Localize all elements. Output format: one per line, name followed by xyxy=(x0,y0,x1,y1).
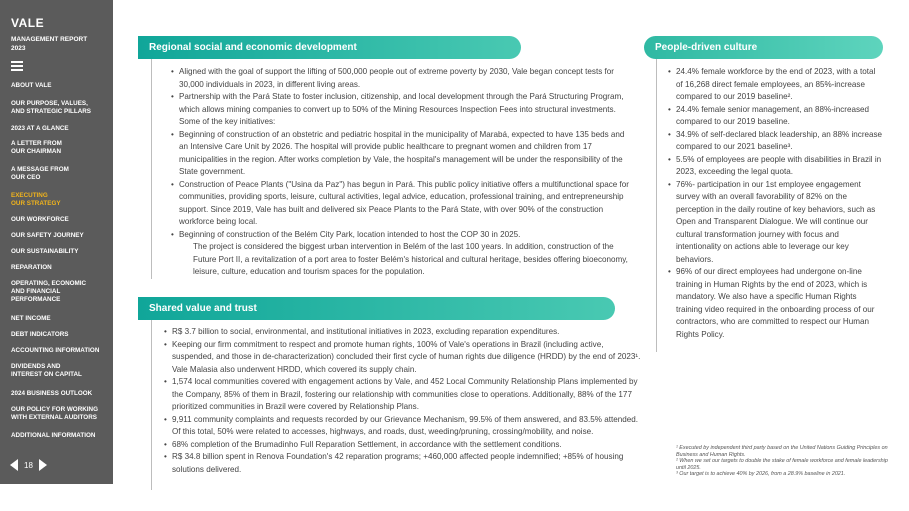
footnote-2: ² When we set our targets to double the stake of female workforce and female leadership until 2025. xyxy=(676,458,888,471)
divider-regional xyxy=(151,59,152,279)
nav-2023-glance[interactable]: 2023 AT A GLANCE xyxy=(11,125,69,132)
shared-bullet-3: • 1,574 local communities covered with engagement actions by Vale, and 452 Local Community Relationship Plans implemented by the Company, 85% of them in Brazil, fostering our relationship with communities close to operations. Additionally, 88% of the 177 prioritized communities in Brazil were covered by Relationship Plans. xyxy=(164,376,642,414)
nav-auditors-policy[interactable]: OUR POLICY FOR WORKING WITH EXTERNAL AUDITORS xyxy=(11,406,98,421)
people-bullet-2: • 24.4% female senior management, an 88%-increased compared to our 2019 baseline. xyxy=(668,104,883,129)
shared-bullet-4: • 9,911 community complaints and requests recorded by our Grievance Mechanism, 99.5% of them answered, and 83.5% attended. Of this total, 50% were related to accesses, highways, and roads, dust, weeding/pruning, crossing/mobility, and noise. xyxy=(164,414,642,439)
report-title xyxy=(11,35,87,53)
hamburger-icon[interactable] xyxy=(11,61,23,71)
shared-bullet-6: • R$ 34.8 billion spent in Renova Foundation's 42 reparation programs; +460,000 affected people indemnified; +85% of housing solutions delivered. xyxy=(164,451,642,476)
nav-letter-chairman[interactable]: A LETTER FROM OUR CHAIRMAN xyxy=(11,140,62,155)
next-page-icon[interactable] xyxy=(39,459,47,471)
nav-executing-strategy[interactable]: EXECUTING OUR STRATEGY xyxy=(11,192,61,207)
shared-bullet-2: • Keeping our firm commitment to respect and promote human rights, 100% of Vale's operations in Brazil (including active, suspended, and those in de-characterization) concluded their first cycle of human rights due diligence (HRDD) by the end of 2023¹. Vale Malasia also underwent HRDD, which covered its supply chain. xyxy=(164,339,642,377)
shared-bullet-5: • 68% completion of the Brumadinho Full Reparation Settlement, in accordance with the settlement conditions. xyxy=(164,439,642,452)
nav-additional-information[interactable]: ADDITIONAL INFORMATION xyxy=(11,432,96,439)
people-content xyxy=(668,66,883,341)
regional-content xyxy=(171,66,635,279)
regional-subbullet-2: • Construction of Peace Plants ("Usina da Paz") has begun in Pará. This public policy initiative offers a multifunctional space for communities, providing sports, leisure, cultural activities, legal advice, education, professional training, and entrepreneurship support. Since 2019, Vale has built and delivered six Peace Plants to the Pará State, with over 90% of the construction workforce being local. xyxy=(171,179,635,229)
people-bullet-4: • 5.5% of employees are people with disabilities in Brazil in 2023, exceeding the legal quota. xyxy=(668,154,883,179)
divider-people xyxy=(656,59,657,352)
nav-safety-journey[interactable]: OUR SAFETY JOURNEY xyxy=(11,232,84,239)
shared-content xyxy=(164,326,642,476)
footnotes xyxy=(676,445,891,478)
report-title-line1: MANAGEMENT REPORT xyxy=(11,36,88,43)
people-bullet-6: • 96% of our direct employees had undergone on-line training in Human Rights by the end of 2023, which is mandatory. We also have a specific Human Rights training video required in the onboarding process of our contractors, who are committed to respect our Human Rights Policy. xyxy=(668,266,883,341)
page-number: 18 xyxy=(24,460,33,470)
nav-about-vale[interactable]: ABOUT VALE xyxy=(11,82,52,89)
footnote-3: ³ Our target is to achieve 40% by 2026, from a 28.9% baseline in 2021. xyxy=(676,471,846,477)
nav-dividends[interactable]: DIVIDENDS AND INTEREST ON CAPITAL xyxy=(11,363,82,378)
regional-bullet-2: • Partnership with the Pará State to foster inclusion, citizenship, and local development through the Pará Structuring Program, which allows mining companies to convert up to 50% of the Mining Resources Inspection Fees into structural investments. Some of the key initiatives: xyxy=(171,91,635,129)
previous-page-icon[interactable] xyxy=(10,459,18,471)
people-bullet-3: • 34.9% of self-declared black leadership, an 88% increase compared to our 2021 baseline³. xyxy=(668,129,883,154)
nav-accounting-information[interactable]: ACCOUNTING INFORMATION xyxy=(11,347,100,354)
nav-reparation[interactable]: REPARATION xyxy=(11,264,52,271)
nav-purpose-values[interactable]: OUR PURPOSE, VALUES, AND STRATEGIC PILLARS xyxy=(11,100,91,115)
footnote-1: ¹ Executed by independent third party based on the United Nations Guiding Principles on Business and Human Rights. xyxy=(676,445,888,458)
nav-operating-performance[interactable]: OPERATING, ECONOMIC AND FINANCIAL PERFORMANCE xyxy=(11,280,87,303)
shared-bullet-1: • R$ 3.7 billion to social, environmental, and institutional initiatives in 2023, excluding reparation expenditures. xyxy=(164,326,642,339)
regional-section-header: Regional social and economic development xyxy=(138,36,521,59)
shared-section-header: Shared value and trust xyxy=(138,297,615,320)
regional-subbullet-3-continued: The project is considered the biggest urban intervention in Belém of the last 100 years. In addition, construction of the Future Port II, a revitalization of a port area to foster Belém's historical and cultural heritage, besides offering bioeconomy, leisure, culture, education and tourism spaces for the population. xyxy=(193,242,628,276)
nav-sustainability[interactable]: OUR SUSTAINABILITY xyxy=(11,248,79,255)
nav-business-outlook[interactable]: 2024 BUSINESS OUTLOOK xyxy=(11,390,93,397)
regional-subbullet-3: • Beginning of construction of the Belém City Park, location intended to host the COP 30 in 2025. xyxy=(171,229,635,242)
regional-subbullet-1: • Beginning of construction of an obstetric and pediatric hospital in the municipality of Marabá, expected to have 135 beds and an Intensive Care Unit by 2026. The hospital will provide public healthcare to pregnant women and children from 17 municipalities in the region. After works completion by Vale, the hospital's management will be under the responsibility of the State government. xyxy=(171,129,635,179)
nav-debt-indicators[interactable]: DEBT INDICATORS xyxy=(11,331,69,338)
brand-logo: VALE xyxy=(11,16,45,30)
sidebar xyxy=(0,0,113,484)
report-title-line2: 2023 xyxy=(11,45,26,52)
divider-shared xyxy=(151,320,152,490)
regional-bullet-1: • Aligned with the goal of support the lifting of 500,000 people out of extreme poverty by 2030, Vale began concept tests for 30,000 individuals in 2023, in different living areas. xyxy=(171,66,635,91)
nav-workforce[interactable]: OUR WORKFORCE xyxy=(11,216,69,223)
pager xyxy=(10,459,47,471)
nav-message-ceo[interactable]: A MESSAGE FROM OUR CEO xyxy=(11,166,69,181)
people-section-header: People-driven culture xyxy=(644,36,883,59)
nav-net-income[interactable]: NET INCOME xyxy=(11,315,51,322)
people-bullet-1: • 24.4% female workforce by the end of 2023, with a total of 16,268 direct female employees, an 85%-increase compared to our 2019 baseline². xyxy=(668,66,883,104)
people-bullet-5: • 76%- participation in our 1st employee engagement survey with an overall favorability of 82% on the perception in the daily routine of key behaviors, such as Open and Transparent Dialogue. We will continue our cultural transformation journey with focus and intentionality on actions able to leverage our key behaviors. xyxy=(668,179,883,267)
